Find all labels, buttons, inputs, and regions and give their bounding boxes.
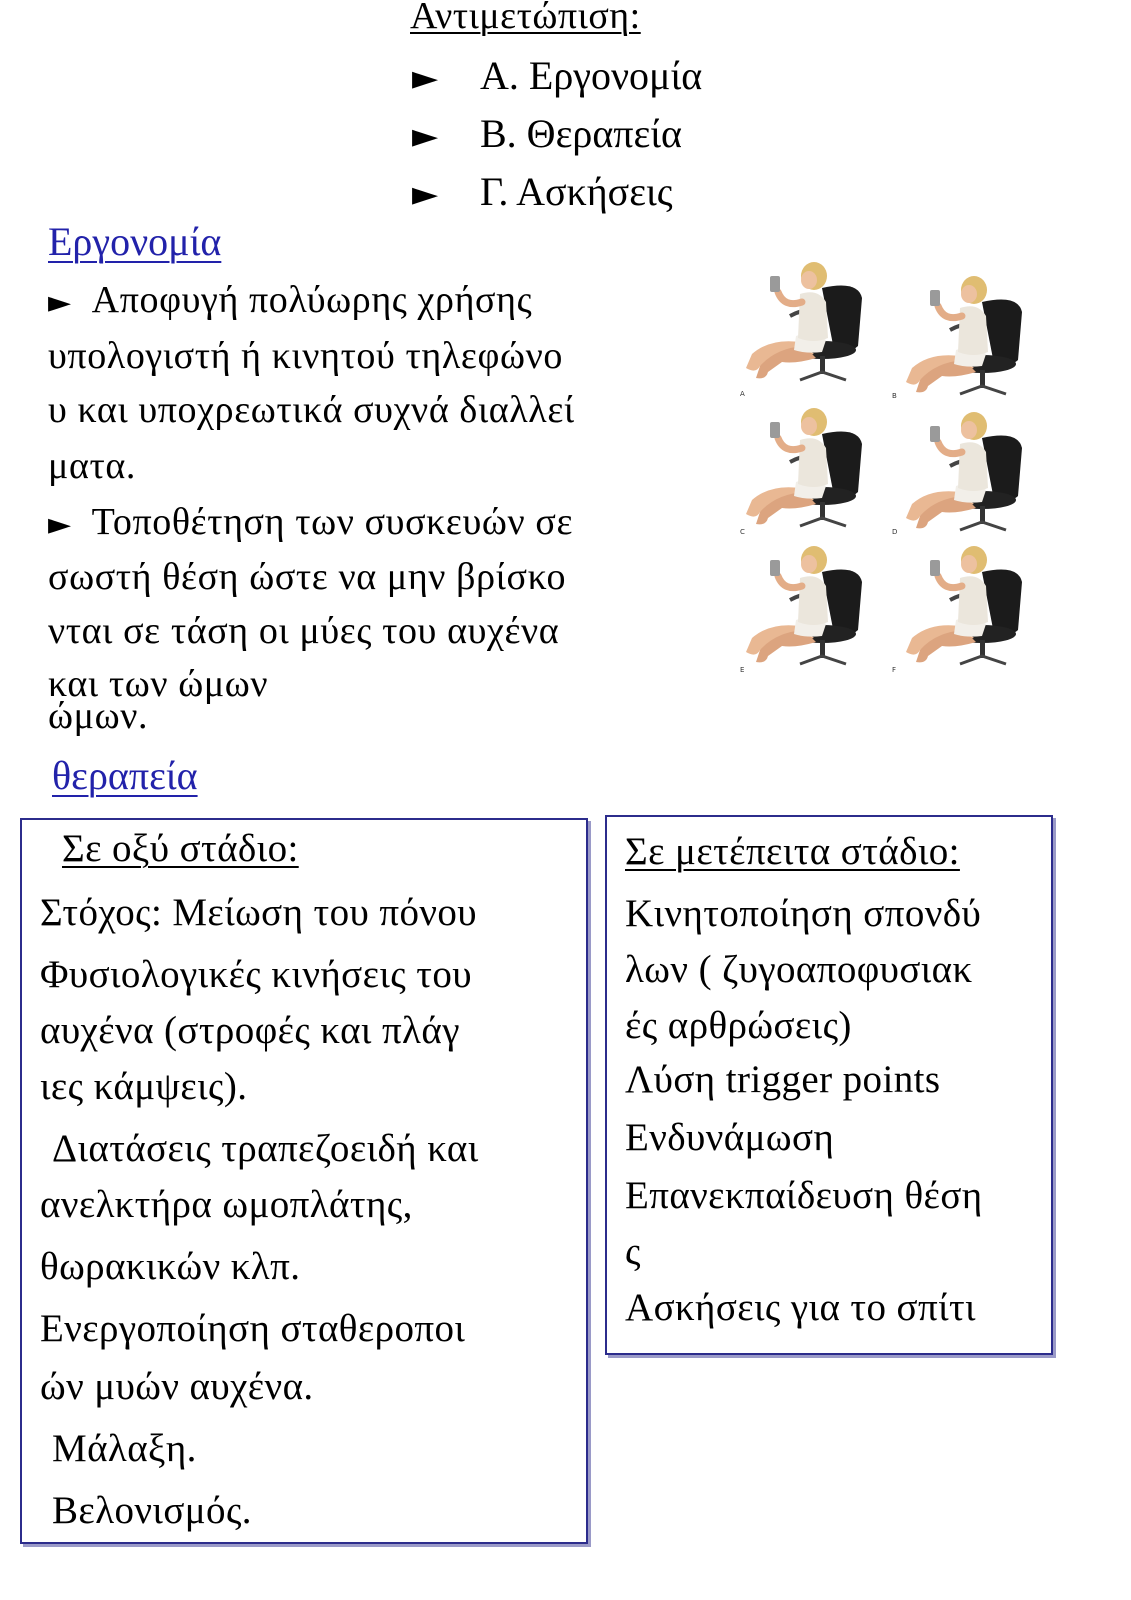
toc-item-label: Β. Θεραπεία (480, 111, 682, 156)
posture-photo-c (730, 404, 880, 534)
later-line: Ασκήσεις για το σπίτι (625, 1286, 976, 1329)
arrow-bullet-icon: ► (412, 116, 439, 156)
acute-line: Στόχος: Μείωση του πόνου (40, 891, 478, 934)
ergonomics-text: Αποφυγή πολύωρης χρήσης (91, 279, 533, 321)
posture-photo-grid (730, 258, 1060, 678)
acute-line: Μάλαξη. (52, 1427, 197, 1470)
acute-line: Ενεργοποίηση σταθεροποι (40, 1307, 466, 1350)
photo-label: C (740, 528, 745, 536)
arrow-bullet-icon: ► (48, 507, 72, 542)
arrow-bullet-icon: ► (48, 285, 72, 320)
later-line: λων ( ζυγοαποφυσιακ (625, 948, 973, 991)
posture-photo-b (890, 272, 1040, 402)
acute-line: ανελκτήρα ωμοπλάτης, (40, 1183, 413, 1226)
later-stage-box (605, 815, 1053, 1355)
acute-line: Διατάσεις τραπεζοειδή και (52, 1127, 479, 1170)
acute-line: αυχένα (στροφές και πλάγ (40, 1009, 460, 1052)
photo-label: F (892, 666, 897, 674)
toc-item-label: Α. Εργονομία (480, 53, 703, 98)
acute-line: ιες κάμψεις). (40, 1065, 248, 1108)
photo-label: B (892, 392, 897, 400)
photo-label: A (740, 390, 745, 398)
ergonomics-line: ώμων. (48, 695, 149, 737)
posture-photo-d (890, 408, 1040, 538)
ergonomics-text: Τοποθέτηση των συσκευών σε (91, 501, 574, 543)
posture-photo-f (890, 542, 1040, 672)
page-heading: Αντιμετώπιση: (410, 0, 641, 37)
arrow-bullet-icon: ► (412, 174, 439, 214)
acute-line: θωρακικών κλπ. (40, 1245, 301, 1288)
acute-line: Βελονισμός. (52, 1489, 252, 1532)
acute-stage-title: Σε οξύ στάδιο: (62, 827, 299, 870)
later-line: Επανεκπαίδευση θέση (625, 1174, 983, 1217)
later-line: ς (625, 1230, 641, 1273)
toc-item-label: Γ. Ασκήσεις (480, 169, 673, 214)
ergonomics-line: υ και υποχρεωτικά συχνά διαλλεί (48, 389, 575, 431)
ergonomics-line (48, 500, 573, 544)
acute-line: ών μυών αυχένα. (40, 1365, 314, 1408)
section-title-ergonomics: Εργονομία (48, 219, 222, 264)
ergonomics-line (48, 278, 532, 322)
toc-item-ergonomics (412, 52, 702, 99)
later-line: Ενδυνάμωση (625, 1116, 835, 1159)
posture-photo-e (730, 542, 880, 672)
acute-stage-box (20, 818, 588, 1544)
photo-label: E (740, 666, 745, 674)
posture-photo-a (730, 258, 880, 388)
ergonomics-line: νται σε τάση οι μύες του αυχένα (48, 610, 560, 652)
acute-line: Φυσιολογικές κινήσεις του (40, 953, 472, 996)
later-line: Κινητοποίηση σπονδύ (625, 892, 982, 935)
ergonomics-line: υπολογιστή ή κινητού τηλεφώνο (48, 335, 563, 377)
photo-label: D (892, 528, 898, 536)
toc-item-exercises (412, 168, 673, 215)
arrow-bullet-icon: ► (412, 58, 439, 98)
ergonomics-line: ματα. (48, 445, 136, 487)
ergonomics-line: σωστή θέση ώστε να μην βρίσκο (48, 556, 567, 598)
toc-item-therapy (412, 110, 682, 157)
ergonomics-line: και των ώμων (48, 663, 269, 705)
section-title-therapy: θεραπεία (52, 753, 198, 798)
later-line: ές αρθρώσεις) (625, 1004, 852, 1047)
later-line: Λύση trigger points (625, 1058, 941, 1101)
later-stage-title: Σε μετέπειτα στάδιο: (625, 830, 960, 873)
